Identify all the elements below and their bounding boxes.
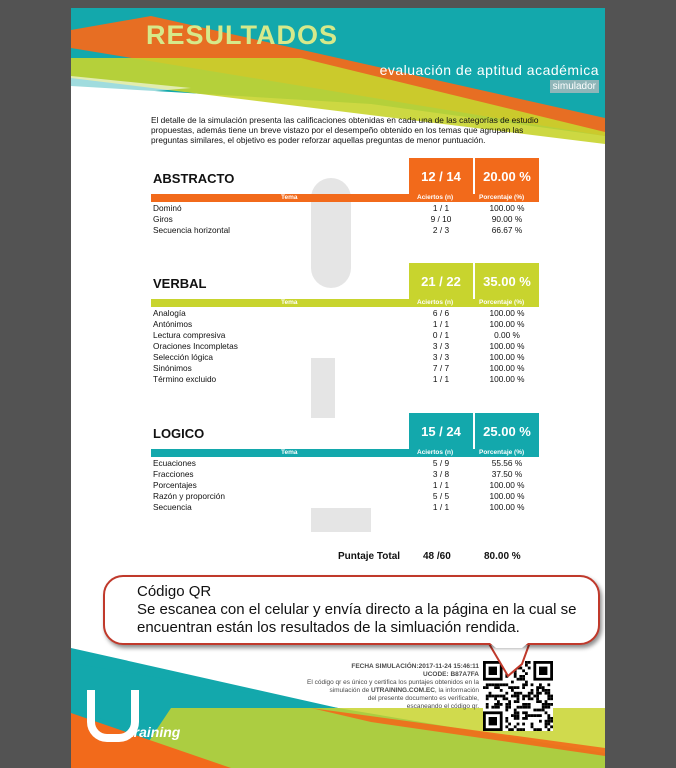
row-topic: Fracciones [153,469,194,479]
page-subtitle: evaluación de aptitud académica [379,62,599,78]
section-title: ABSTRACTO [153,171,235,186]
total-percentage: 80.00 % [484,551,521,562]
row-hits: 9 / 10 [430,214,452,224]
section-score: 21 / 22 [409,263,473,299]
col-topic: Tema [281,299,298,306]
row-percentage: 100.00 % [489,374,525,384]
info-text: , la información [434,687,479,694]
ucode: UCODE: B87A7FA [423,671,479,678]
row-hits: 1 / 1 [432,502,450,512]
row-hits: 5 / 9 [432,458,450,468]
page-title: RESULTADOS [146,20,338,50]
simulator-tag: simulador [550,80,599,93]
col-topic: Tema [281,194,298,201]
info-line: del presente documento es verificable, [367,695,479,702]
row-topic: Ecuaciones [153,458,196,468]
row-hits: 3 / 3 [432,341,450,351]
info-text: simulación de [329,687,371,694]
site-link[interactable]: UTRAINING.COM.EC [371,687,435,694]
row-hits: 6 / 6 [432,308,450,318]
row-topic: Selección lógica [153,352,213,362]
row-percentage: 100.00 % [489,491,525,501]
row-percentage: 100.00 % [489,502,525,512]
row-percentage: 100.00 % [489,341,525,351]
col-hits: Aciertos (n) [417,299,454,306]
row-percentage: 37.50 % [491,469,523,479]
row-hits: 1 / 1 [432,203,450,213]
callout-title: Código QR [137,583,212,600]
row-percentage: 100.00 % [489,363,525,373]
row-hits: 2 / 3 [432,225,450,235]
brand-name: training [129,724,181,740]
row-hits: 0 / 1 [432,330,450,340]
row-topic: Lectura compresiva [153,330,226,340]
section-title: VERBAL [153,276,207,291]
row-topic: Término excluido [153,374,217,384]
row-topic: Giros [153,214,173,224]
row-percentage: 55.56 % [491,458,523,468]
row-hits: 5 / 5 [432,491,450,501]
total-score: 48 /60 [423,551,451,562]
simulation-date: FECHA SIMULACIÓN:2017-11-24 15:46:11 [351,663,479,670]
total-label: Puntaje Total [338,551,401,562]
row-percentage: 100.00 % [489,480,525,490]
section-percentage: 35.00 % [475,263,539,299]
row-hits: 1 / 1 [432,319,450,329]
row-hits: 1 / 1 [432,480,450,490]
col-pct: Porcentaje (%) [479,194,525,201]
row-percentage: 90.00 % [491,214,523,224]
row-hits: 3 / 3 [432,352,450,362]
col-hits: Aciertos (n) [417,194,454,201]
callout-text: Se escanea con el celular y envía directo a la página en la cual se encuentran están los resultados de la simluación rendida. [137,601,577,636]
section-score: 15 / 24 [409,413,473,449]
info-line: El código qr es único y certifica los puntajes obtenidos en la [307,679,479,686]
row-hits: 3 / 8 [432,469,450,479]
row-hits: 7 / 7 [432,363,450,373]
section-percentage: 25.00 % [475,413,539,449]
section-percentage: 20.00 % [475,158,539,194]
row-topic: Oraciones Incompletas [153,341,238,351]
row-hits: 1 / 1 [432,374,450,384]
row-percentage: 100.00 % [489,308,525,318]
row-percentage: 0.00 % [494,330,520,340]
row-topic: Antónimos [153,319,193,329]
row-topic: Analogía [153,308,186,318]
row-topic: Secuencia horizontal [153,225,231,235]
col-hits: Aciertos (n) [417,449,454,456]
col-topic: Tema [281,449,298,456]
row-topic: Razón y proporción [153,491,225,501]
row-topic: Secuencia [153,502,192,512]
row-percentage: 100.00 % [489,203,525,213]
section-title: LOGICO [153,426,205,441]
section-score: 12 / 14 [409,158,473,194]
col-pct: Porcentaje (%) [479,299,525,306]
row-topic: Porcentajes [153,480,197,490]
row-topic: Dominó [153,203,182,213]
row-percentage: 100.00 % [489,319,525,329]
intro-paragraph: El detalle de la simulación presenta las calificaciones obtenidas en cada una de las categorías de estudio propuestas, además tiene un breve vistazo por el desempeño obtenido en los temas que agrupan las preguntas similares, el objetivo es poder reforzar aquellas preguntas de menor puntuación. [151,115,539,145]
col-pct: Porcentaje (%) [479,449,525,456]
row-percentage: 100.00 % [489,352,525,362]
info-line: escaneando el código qr. [406,703,479,710]
row-percentage: 66.67 % [491,225,523,235]
row-topic: Sinónimos [153,363,192,373]
